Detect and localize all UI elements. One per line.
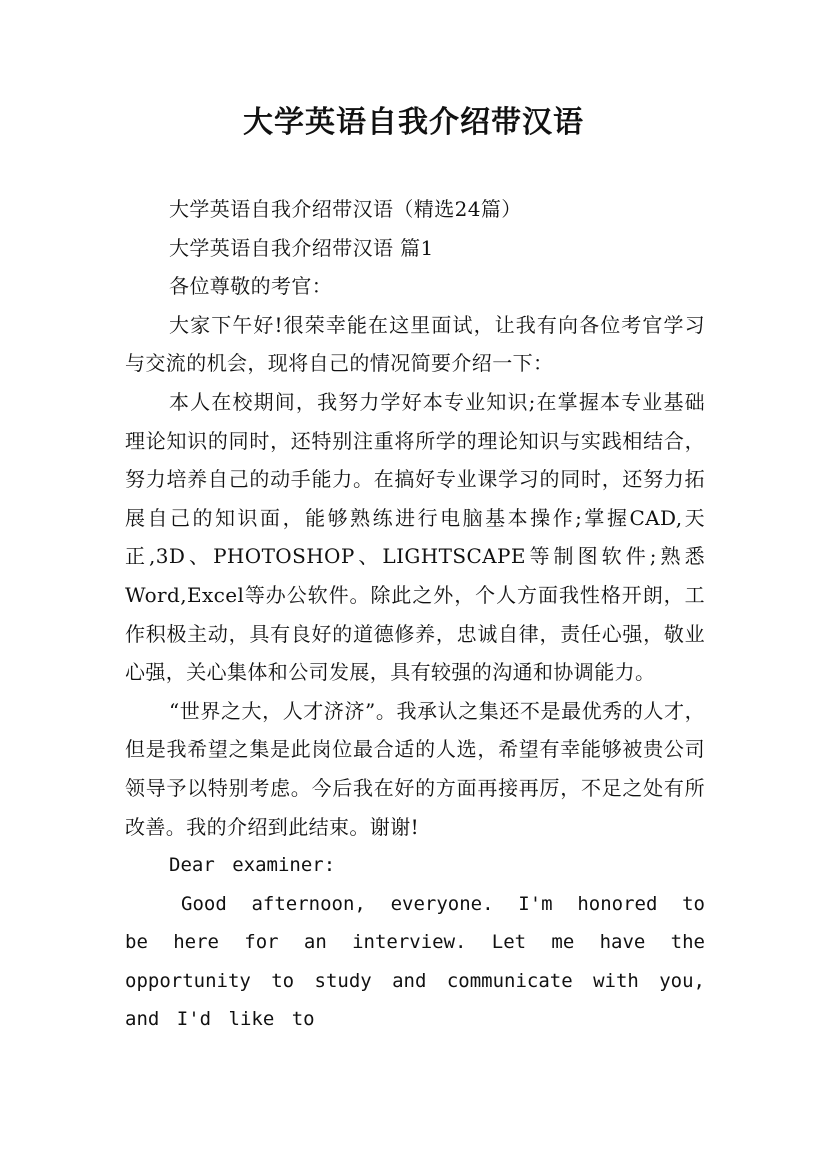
paragraph-closing-cn: “世界之大，人才济济”。我承认之集还不是最优秀的人才，但是我希望之集是此岗位最合适的人选，希望有幸能够被贵公司领导予以特别考虑。今后我在好的方面再接再厉，不足之处有所改善。我的介绍到此结束。谢谢! [125, 698, 705, 839]
paragraph-salutation-cn: 各位尊敬的考官： [169, 274, 333, 299]
paragraph-section-heading: 大学英语自我介绍带汉语 篇1 [169, 235, 434, 260]
paragraph-background-cn: 本人在校期间，我努力学好本专业知识;在掌握本专业基础理论知识的同时，还特别注重将所学的理论知识与实践相结合，努力培养自己的动手能力。在搞好专业课学习的同时，还努力拓展自己的知识面，能够熟练进行电脑基本操作;掌握CAD,天正,3D、PHOTOSHOP、LIGHTSCAPE等制图软件;熟悉Word,Excel等办公软件。除此之外，个人方面我性格开朗，工作积极主动，具有良好的道德修养，忠诚自律，责任心强，敬业心强，关心集体和公司发展，具有较强的沟通和协调能力。 [125, 389, 705, 685]
paragraph-salutation-en: Dear examiner: [169, 854, 336, 877]
paragraph-subtitle: 大学英语自我介绍带汉语（精选24篇） [169, 197, 522, 221]
document-body [125, 190, 705, 1039]
paragraph-greeting-cn: 大家下午好!很荣幸能在这里面试，让我有向各位考官学习与交流的机会，现将自己的情况简要介绍一下： [125, 312, 705, 376]
document-title: 大学英语自我介绍带汉语 [243, 105, 584, 140]
paragraph-greeting-en: Good afternoon, everyone. I'm honored to be here for an interview. Let me have the opportunity to study and communicate with you, and I'd like to [125, 892, 705, 1031]
